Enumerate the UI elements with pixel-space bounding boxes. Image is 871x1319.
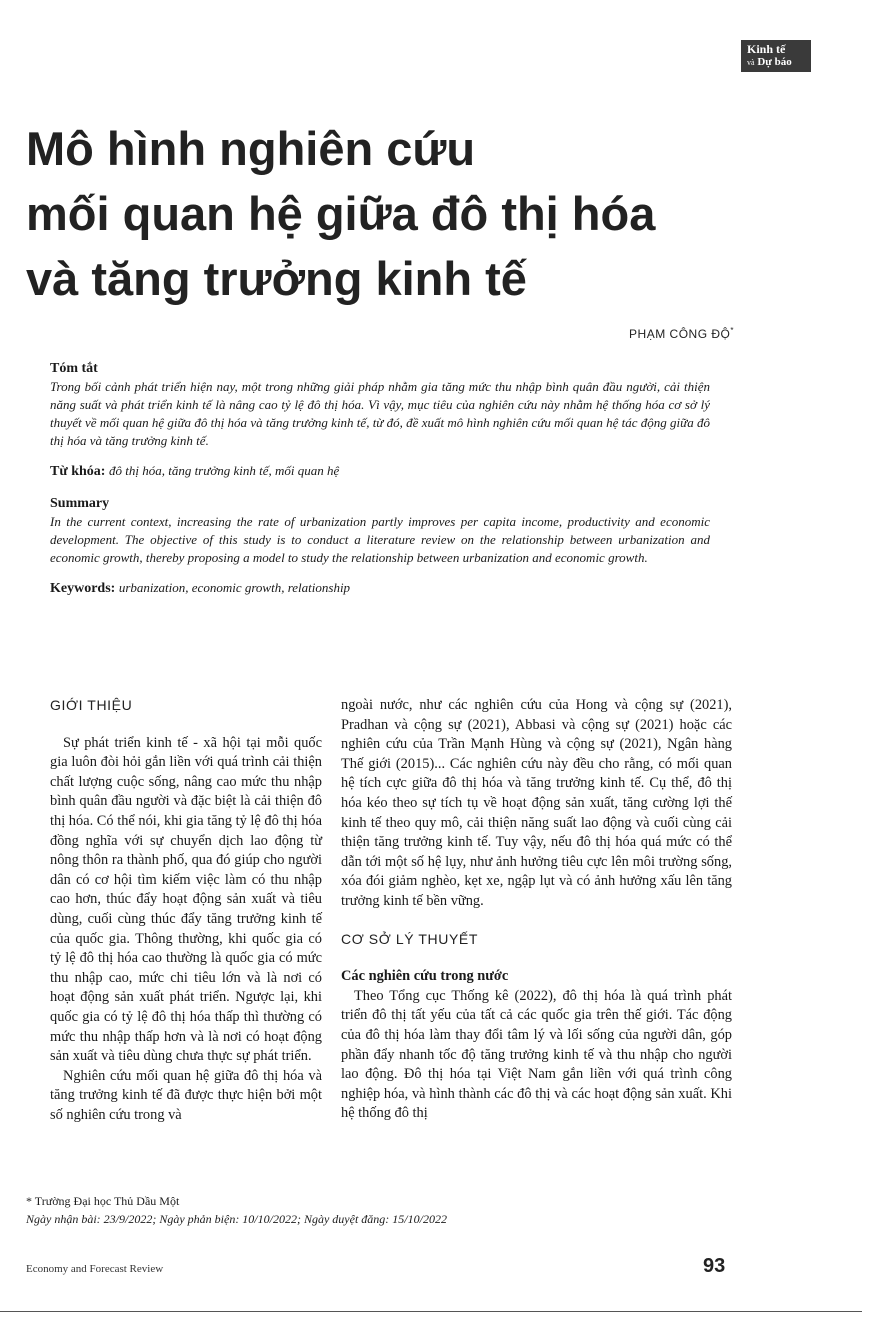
intro-paragraph-3: ngoài nước, như các nghiên cứu của Hong và cộng sự (2021), Pradhan và cộng sự (2021), Abbasi và cộng sự (2021) hoặc các nghiên cứu của Trần Mạnh Hùng và cộng sự (2021), Ngân hàng Thế giới (2015)... Các nghiên cứu này đều cho rằng, có mối quan hệ tích cực giữa đô thị hóa và tăng trưởng kinh tế. Cụ thể, đô thị hóa kéo theo sự tích tụ về hoạt động sản xuất, tăng cường lợi thế kinh tế theo quy mô, cải thiện năng suất lao động và cuối cùng cải thiện tăng trưởng kinh tế. Tuy vậy, nếu đô thị hóa quá mức có thể dẫn tới một số hệ lụy, như ảnh hưởng tiêu cực lên môi trường sống, xóa đói giảm nghèo, kẹt xe, ngập lụt và có ảnh hưởng xấu lên tăng trưởng kinh tế bền vững. [341,697,732,909]
keywords-en [50,579,710,598]
left-column [50,696,322,1125]
author-byline [629,326,734,341]
footer-divider [0,1311,862,1312]
intro-paragraph-2: Nghiên cứu mối quan hệ giữa đô thị hóa và tăng trưởng kinh tế đã được thực hiện bởi một số nghiên cứu trong và [50,1067,322,1123]
article-title [26,116,806,311]
logo-conjunction: và [747,58,755,67]
footnote-dates: Ngày nhận bài: 23/9/2022; Ngày phản biện: 10/10/2022; Ngày duyệt đăng: 15/10/2022 [26,1212,447,1226]
abstract-vi-text: Trong bối cảnh phát triển hiện nay, một trong những giải pháp nhằm gia tăng mức thu nhập bình quân đầu người, cải thiện năng suất và phát triển kinh tế là nâng cao tỷ lệ đô thị hóa. Vì vậy, mục tiêu của nghiên cứu này nhằm hệ thống hóa cơ sở lý thuyết về mối quan hệ giữa đô thị hóa và tăng trưởng kinh tế, từ đó, đề xuất mô hình nghiên cứu mối quan hệ tác động giữa đô thị hóa và tăng trưởng kinh tế. [50,379,710,448]
logo-line-2 [747,56,811,69]
keywords-en-label: Keywords: [50,581,116,596]
title-line-3: và tăng trưởng kinh tế [26,252,527,305]
footnote-block [26,1192,786,1228]
keywords-vi-label: Từ khóa: [50,464,106,479]
journal-logo [741,40,811,72]
abstract-block [50,360,710,612]
keywords-vi-value: đô thị hóa, tăng trưởng kinh tế, mối quan hệ [108,463,340,478]
footer-journal-name: Economy and Forecast Review [26,1263,164,1275]
section-heading-introduction: GIỚI THIỆU [50,697,133,713]
keywords-vi [50,462,710,481]
logo-line-1: Kinh tế [747,42,786,56]
right-column [341,696,732,1124]
abstract-en-text: In the current context, increasing the rate of urbanization partly improves per capita income, productivity and economic development. The objective of this study is to conduct a literature review on the relationship between urbanization and economic growth, thereby proposing a model to study the relationship between urbanization and economic growth. [50,514,710,565]
intro-paragraph-1: Sự phát triển kinh tế - xã hội tại mỗi quốc gia luôn đòi hỏi gắn liền với quá trình cải thiện chất lượng cuộc sống, nâng cao mức thu nhập bình quân đầu người và đặc biệt là cải thiện đô thị hóa. Có thể nói, khi gia tăng tỷ lệ đô thị hóa đồng nghĩa với sự chuyển dịch lao động từ nông thôn ra thành phố, qua đó giúp cho người dân có cơ hội tìm kiếm việc làm có thu nhập cao hơn, thúc đẩy hoạt động sản xuất và tiêu dùng, cuối cùng thúc đẩy tăng trưởng kinh tế của quốc gia. Thông thường, khi quốc gia có tỷ lệ đô thị hóa cao thường là quốc gia có mức thu nhập cao, mức chi tiêu lớn và là nơi có hoạt động sản xuất phát triển. Ngược lại, khi quốc gia có tỷ lệ đô thị hóa thấp thì thường có mức thu nhập thấp hơn và là nơi có hoạt động sản xuất và tiêu dùng chưa thực sự phát triển. [50,734,322,1065]
abstract-en-label: Summary [50,496,110,511]
keywords-en-value: urbanization, economic growth, relationship [118,580,351,595]
section-heading-theory: CƠ SỞ LÝ THUYẾT [341,930,478,947]
theory-paragraph-1: Theo Tổng cục Thống kê (2022), đô thị hóa là quá trình phát triển đô thị tất yếu của tất cả các quốc gia trên thế giới. Tác động của đô thị hóa làm thay đổi tâm lý và lối sống của người dân, góp phần đẩy nhanh tốc độ tăng trưởng kinh tế và thu nhập cho người lao động. Đô thị hóa tại Việt Nam gắn liền với quá trình công nghiệp hóa, và hình thành các đô thị và các hoạt động sản xuất. Khi hệ thống đô thị [341,987,732,1122]
author-name: PHẠM CÔNG ĐỘ [629,327,731,341]
title-line-2: mối quan hệ giữa đô thị hóa [26,187,656,240]
footnote-affiliation: * Trường Đại học Thủ Dầu Một [26,1194,180,1208]
abstract-vi-label: Tóm tắt [50,361,98,376]
logo-line-2-text: Dự báo [757,56,792,68]
title-line-1: Mô hình nghiên cứu [26,122,476,175]
page-number: 93 [703,1255,726,1277]
subsection-heading-domestic: Các nghiên cứu trong nước [341,968,509,985]
author-footnote-mark: * [730,326,734,335]
